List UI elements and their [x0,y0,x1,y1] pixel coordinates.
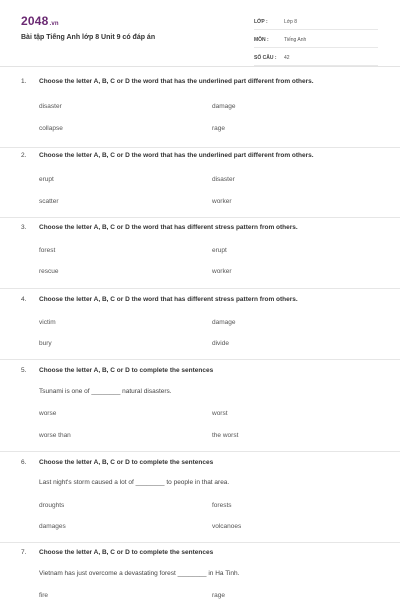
divider [0,217,400,218]
option-b[interactable]: damage [212,319,236,326]
option-b[interactable]: erupt [212,247,227,254]
option-d[interactable]: worker [212,198,232,205]
option-a[interactable]: erupt [39,176,54,183]
question-text: Choose the letter A, B, C or D to complete the sentences [39,459,214,466]
question-number: 1. [21,78,27,85]
option-a[interactable]: fire [39,592,49,599]
question-number: 2. [21,152,27,159]
question-header [21,367,213,374]
question-number: 7. [21,549,27,556]
option-c[interactable]: rescue [39,268,59,275]
meta-value: Lớp 8 [284,19,298,25]
option-c[interactable]: damages [39,523,66,530]
option-a[interactable]: forest [39,247,56,254]
question-header [21,224,298,231]
question-stem: Tsunami is one of ________ natural disasters. [39,388,172,395]
option-c[interactable]: bury [39,340,52,347]
meta-row-count [254,51,378,66]
option-a[interactable]: worse [39,410,57,417]
divider [0,359,400,360]
question-header [21,296,298,303]
page-header [0,0,400,67]
question-text: Choose the letter A, B, C or D the word that has the underlined part different from others. [39,78,314,85]
meta-panel [254,15,378,69]
option-c[interactable]: worse than [39,432,71,439]
meta-row-subject [254,33,378,48]
question-header [21,78,314,85]
question-text: Choose the letter A, B, C or D to complete the sentences [39,367,214,374]
option-b[interactable]: damage [212,103,236,110]
question-number: 5. [21,367,27,374]
option-b[interactable]: disaster [212,176,235,183]
option-a[interactable]: disaster [39,103,62,110]
site-logo[interactable]: 2048.vn [21,14,59,28]
meta-label: LỚP : [254,19,268,25]
question-text: Choose the letter A, B, C or D the word that has different stress pattern from others. [39,296,298,303]
document-title: Bài tập Tiếng Anh lớp 8 Unit 9 có đáp án [21,34,156,41]
question-stem: Vietnam has just overcome a devastating forest ________ in Ha Tinh. [39,570,240,577]
option-b[interactable]: rage [212,592,226,599]
option-d[interactable]: divide [212,340,229,347]
option-d[interactable]: volcanoes [212,523,242,530]
option-d[interactable]: worker [212,268,232,275]
meta-row-class [254,15,378,30]
divider [0,451,400,452]
option-d[interactable]: rage [212,125,226,132]
option-d[interactable]: the worst [212,432,239,439]
question-header [21,459,213,466]
divider [0,147,400,148]
question-number: 4. [21,296,27,303]
meta-value: 42 [284,55,290,61]
option-c[interactable]: scatter [39,198,59,205]
question-stem: Last night's storm caused a lot of ________ to people in that area. [39,479,230,486]
question-header [21,549,213,556]
option-c[interactable]: collapse [39,125,63,132]
option-b[interactable]: worst [212,410,228,417]
option-b[interactable]: forests [212,502,232,509]
divider [0,288,400,289]
option-a[interactable]: droughts [39,502,65,509]
question-header [21,152,314,159]
meta-label: MÔN : [254,37,269,43]
question-text: Choose the letter A, B, C or D the word that has different stress pattern from others. [39,224,298,231]
question-number: 6. [21,459,27,466]
divider [0,542,400,543]
meta-label: SỐ CÂU : [254,55,277,61]
question-number: 3. [21,224,27,231]
question-text: Choose the letter A, B, C or D the word that has the underlined part different from others. [39,152,314,159]
meta-value: Tiếng Anh [284,37,307,43]
option-a[interactable]: victim [39,319,56,326]
question-text: Choose the letter A, B, C or D to complete the sentences [39,549,214,556]
